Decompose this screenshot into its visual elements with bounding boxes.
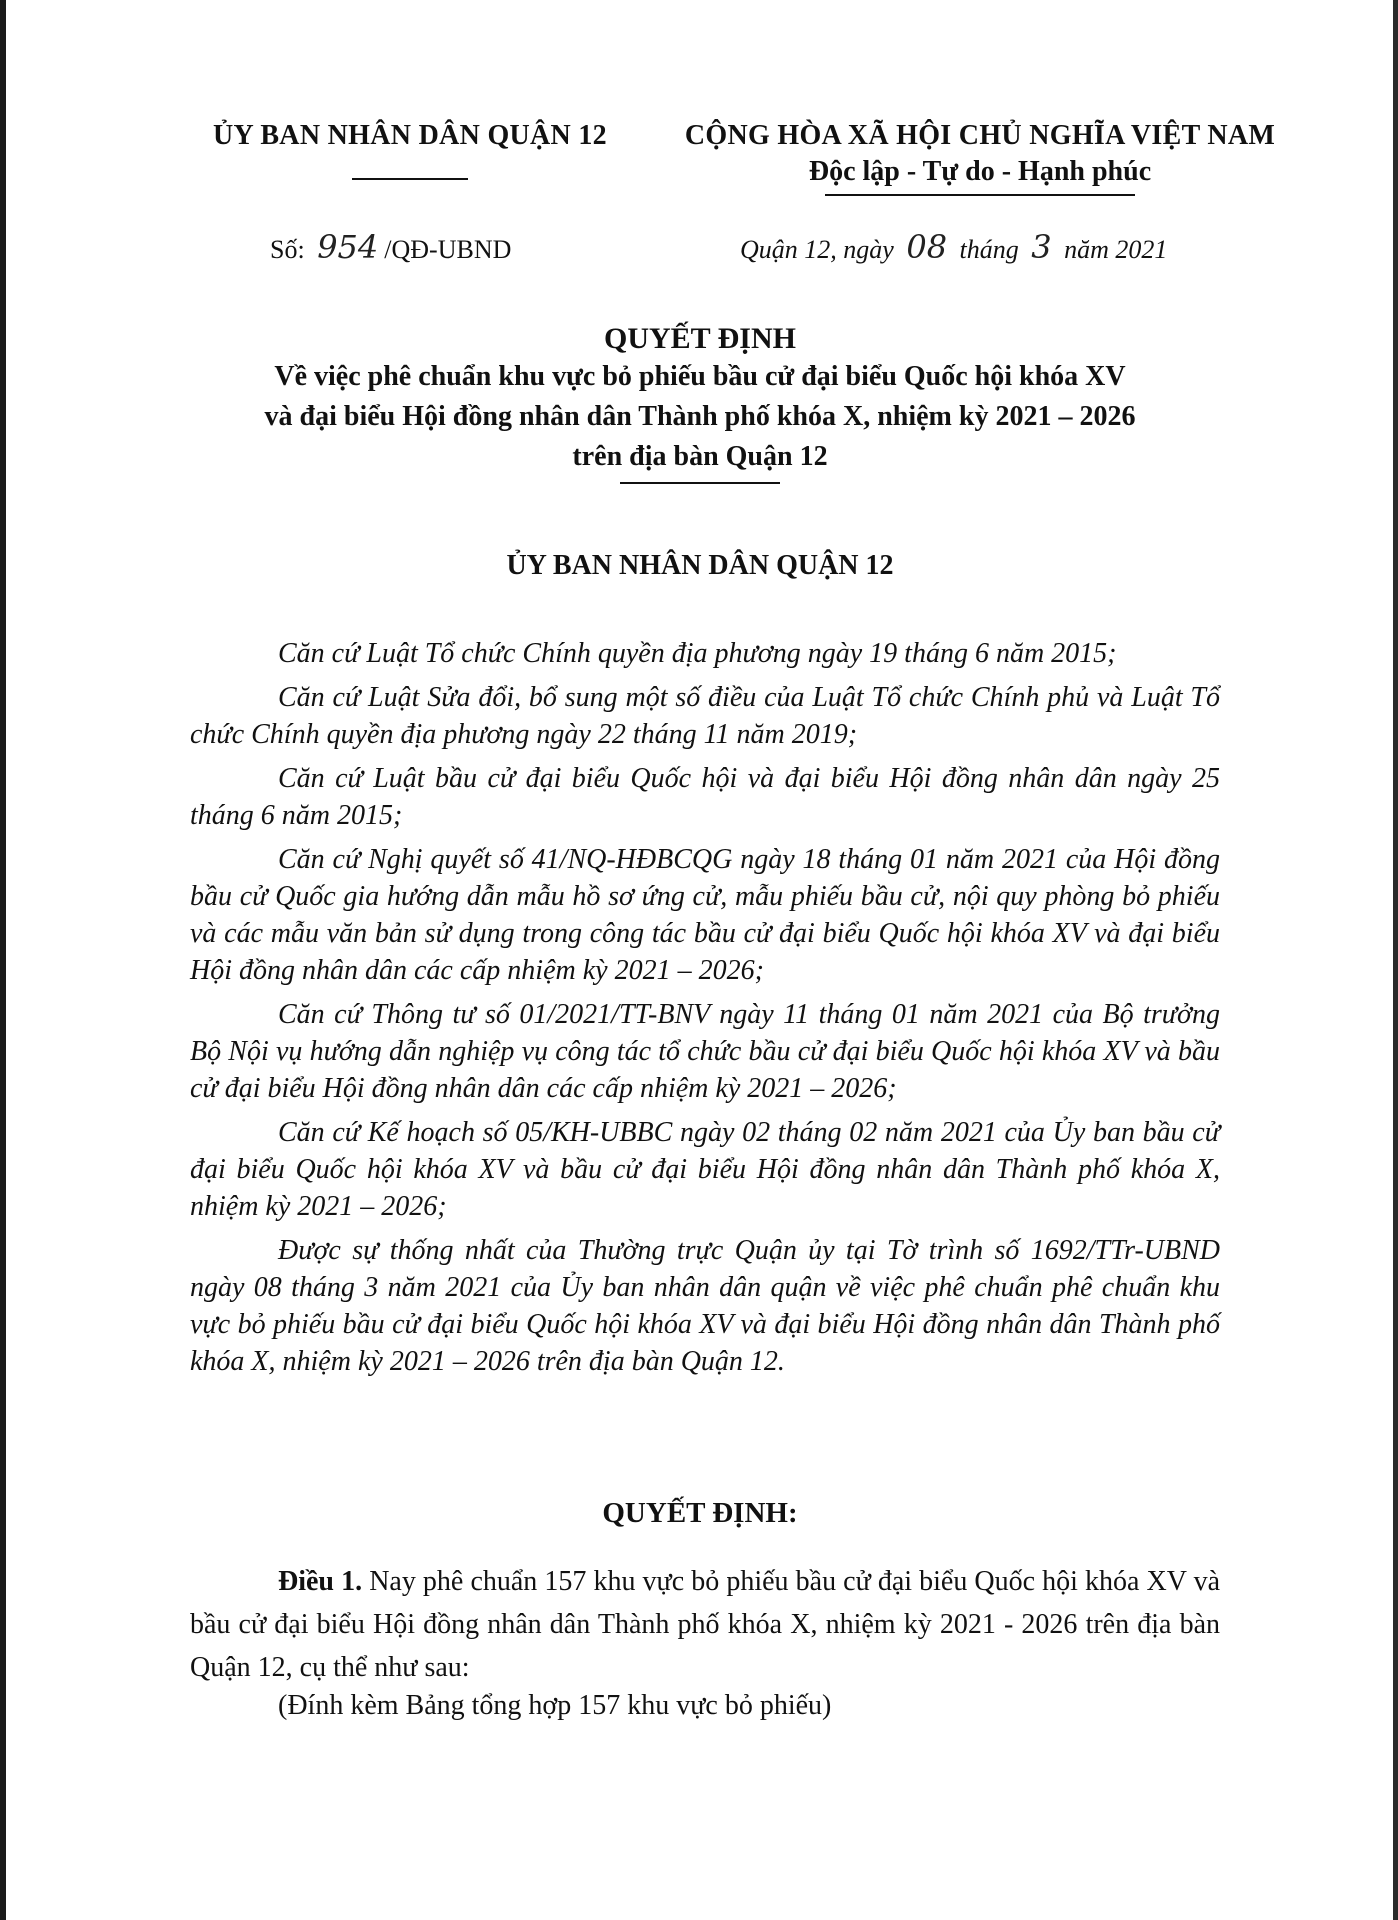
- subject-line-3: trên địa bàn Quận 12: [572, 441, 828, 472]
- handwritten-month: 3: [1031, 228, 1052, 266]
- legal-basis-item: Căn cứ Luật bầu cử đại biểu Quốc hội và đại biểu Hội đồng nhân dân ngày 25 tháng 6 năm 2015;: [190, 763, 1220, 831]
- legal-basis-item: Căn cứ Thông tư số 01/2021/TT-BNV ngày 11 tháng 01 năm 2021 của Bộ trưởng Bộ Nội vụ hướng dẫn nghiệp vụ công tác tổ chức bầu cử đại biểu Quốc hội khóa XV và bầu cử đại biểu Hội đồng nhân dân các cấp nhiệm kỳ 2021 – 2026;: [190, 999, 1220, 1104]
- legal-bases: [190, 635, 1220, 1387]
- issuing-agency-block: [180, 120, 640, 180]
- national-motto: Độc lập - Tự do - Hạnh phúc: [808, 156, 1152, 187]
- legal-basis-item: Căn cứ Luật Sửa đổi, bổ sung một số điều của Luật Tổ chức Chính phủ và Luật Tổ chức Chính quyền địa phương ngày 22 tháng 11 năm 2019;: [190, 682, 1220, 750]
- national-header-block: [640, 120, 1320, 196]
- national-title: CỘNG HÒA XÃ HỘI CHỦ NGHĨA VIỆT NAM: [684, 120, 1276, 151]
- agency-underline: [352, 178, 468, 180]
- article-1-text: Nay phê chuẩn 157 khu vực bỏ phiếu bầu cử đại biểu Quốc hội khóa XV và bầu cử đại biểu Hội đồng nhân dân Thành phố khóa X, nhiệm kỳ 2021 - 2026 trên địa bàn Quận 12, cụ thể như sau:: [190, 1566, 1221, 1683]
- issuing-authority-heading: ỦY BAN NHÂN DÂN QUẬN 12: [506, 550, 894, 581]
- legal-basis-item: Căn cứ Kế hoạch số 05/KH-UBBC ngày 02 tháng 02 năm 2021 của Ủy ban bầu cử đại biểu Quốc hội khóa XV và bầu cử đại biểu Hội đồng nhân dân Thành phố khóa X, nhiệm kỳ 2021 – 2026;: [190, 1117, 1220, 1222]
- date-year: năm 2021: [1064, 235, 1168, 264]
- decision-heading: QUYẾT ĐỊNH:: [602, 1497, 798, 1529]
- number-suffix: /QĐ-UBND: [384, 235, 512, 264]
- legal-basis-item: Được sự thống nhất của Thường trực Quận ủy tại Tờ trình số 1692/TTr-UBND ngày 08 tháng 3 năm 2021 của Ủy ban nhân dân quận về việc phê chuẩn phê chuẩn khu vực bỏ phiếu bầu cử đại biểu Quốc hội khóa XV và đại biểu Hội đồng nhân dân Thành phố khóa X, nhiệm kỳ 2021 – 2026 trên địa bàn Quận 12.: [190, 1235, 1220, 1377]
- document-number: [270, 228, 511, 266]
- handwritten-day: 08: [906, 228, 948, 266]
- motto-underline: [825, 194, 1135, 196]
- title-block: [180, 322, 1220, 484]
- number-prefix: Số:: [270, 235, 305, 264]
- article-1-paragraph: [190, 1560, 1220, 1689]
- scan-edge-left: [0, 0, 6, 1920]
- article-1: [190, 1560, 1220, 1689]
- scan-edge-right: [1393, 0, 1398, 1920]
- document-date: [740, 228, 1167, 266]
- subject-line-2: và đại biểu Hội đồng nhân dân Thành phố khóa X, nhiệm kỳ 2021 – 2026: [264, 401, 1136, 432]
- legal-basis-item: Căn cứ Nghị quyết số 41/NQ-HĐBCQG ngày 18 tháng 01 năm 2021 của Hội đồng bầu cử Quốc gia hướng dẫn mẫu hồ sơ ứng cử, mẫu phiếu bầu cử, nội quy phòng bỏ phiếu và các mẫu văn bản sử dụng trong công tác bầu cử đại biểu Quốc hội khóa XV và đại biểu Hội đồng nhân dân các cấp nhiệm kỳ 2021 – 2026;: [190, 844, 1220, 986]
- handwritten-number: 954: [317, 228, 379, 266]
- document-type: QUYẾT ĐỊNH: [604, 322, 796, 355]
- legal-basis-item: Căn cứ Luật Tổ chức Chính quyền địa phương ngày 19 tháng 6 năm 2015;: [278, 638, 1117, 669]
- title-underline: [620, 482, 780, 484]
- attachment-note: (Đính kèm Bảng tổng hợp 157 khu vực bỏ phiếu): [278, 1690, 832, 1721]
- date-month-label: tháng: [959, 235, 1019, 264]
- subject-line-1: Về việc phê chuẩn khu vực bỏ phiếu bầu cử đại biểu Quốc hội khóa XV: [274, 361, 1126, 392]
- issuing-agency: ỦY BAN NHÂN DÂN QUẬN 12: [213, 120, 607, 151]
- date-place-day: Quận 12, ngày: [740, 235, 894, 264]
- article-1-label: Điều 1.: [278, 1566, 363, 1597]
